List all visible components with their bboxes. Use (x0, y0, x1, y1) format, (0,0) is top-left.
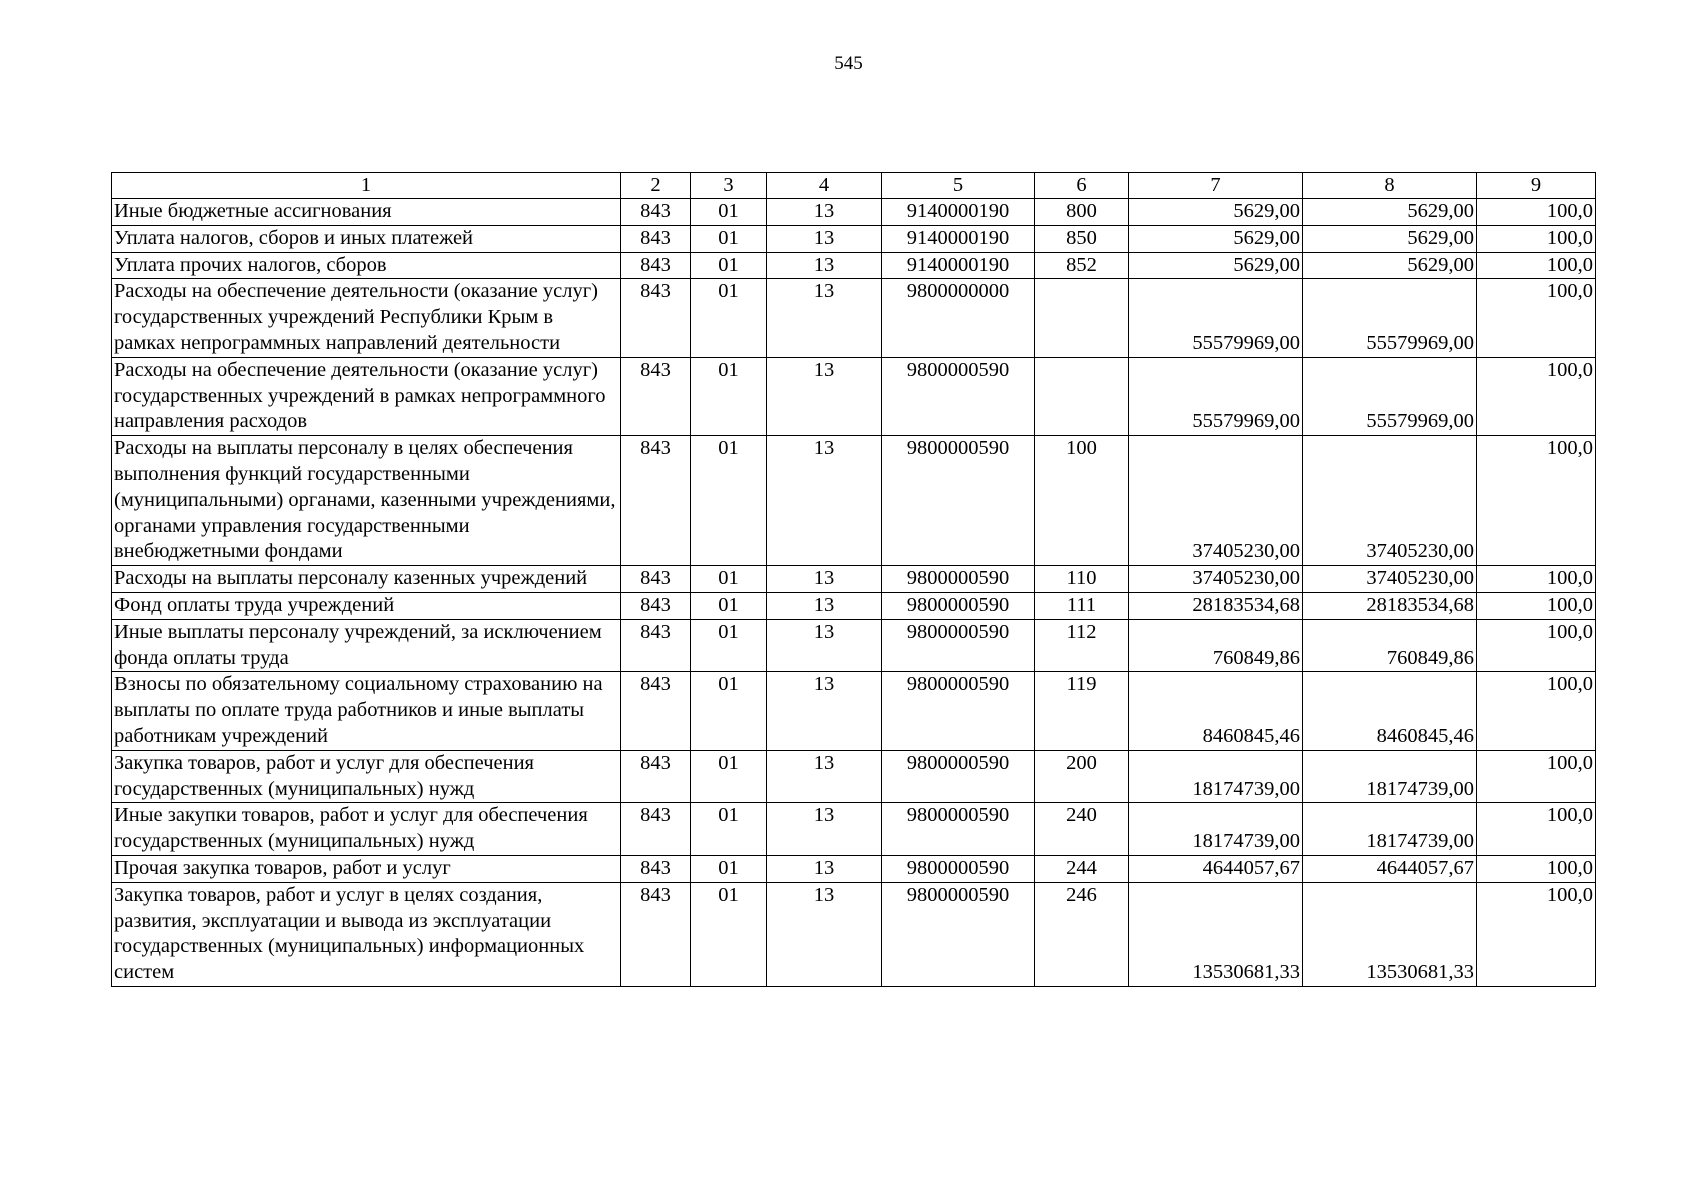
cell-col5: 9800000590 (882, 566, 1035, 593)
cell-col8: 5629,00 (1303, 225, 1477, 252)
budget-table (111, 172, 1596, 987)
cell-col7: 28183534,68 (1129, 592, 1303, 619)
cell-col7: 18174739,00 (1129, 750, 1303, 803)
cell-col9: 100,0 (1477, 436, 1596, 566)
table-row (112, 566, 1596, 593)
header-row (112, 173, 1596, 199)
cell-col8: 37405230,00 (1303, 566, 1477, 593)
page-number: 545 (834, 53, 863, 74)
cell-col4: 13 (767, 882, 882, 986)
cell-col2: 843 (621, 855, 691, 882)
cell-col9: 100,0 (1477, 279, 1596, 357)
cell-col8: 5629,00 (1303, 199, 1477, 226)
cell-col2: 843 (621, 279, 691, 357)
row-description: Фонд оплаты труда учреждений (112, 592, 621, 619)
cell-col5: 9140000190 (882, 252, 1035, 279)
cell-col7: 55579969,00 (1129, 279, 1303, 357)
cell-col4: 13 (767, 803, 882, 856)
cell-col9: 100,0 (1477, 855, 1596, 882)
cell-col9: 100,0 (1477, 672, 1596, 750)
cell-col7: 55579969,00 (1129, 357, 1303, 435)
cell-col7: 13530681,33 (1129, 882, 1303, 986)
cell-col8: 55579969,00 (1303, 279, 1477, 357)
cell-col8: 18174739,00 (1303, 750, 1477, 803)
cell-col5: 9800000000 (882, 279, 1035, 357)
row-description: Расходы на выплаты персоналу в целях обеспечения выполнения функций государственными (муниципальными) органами, казенными учреждениями, органами управления государственными внебюджетными фондами (112, 436, 621, 566)
row-description: Уплата налогов, сборов и иных платежей (112, 225, 621, 252)
table-row (112, 592, 1596, 619)
cell-col3: 01 (691, 882, 767, 986)
row-description: Прочая закупка товаров, работ и услуг (112, 855, 621, 882)
cell-col7: 18174739,00 (1129, 803, 1303, 856)
row-description: Расходы на выплаты персоналу казенных учреждений (112, 566, 621, 593)
cell-col5: 9800000590 (882, 882, 1035, 986)
table-row (112, 357, 1596, 435)
cell-col6 (1035, 279, 1129, 357)
cell-col8: 13530681,33 (1303, 882, 1477, 986)
row-description: Иные закупки товаров, работ и услуг для обеспечения государственных (муниципальных) нужд (112, 803, 621, 856)
cell-col3: 01 (691, 357, 767, 435)
cell-col7: 760849,86 (1129, 619, 1303, 672)
header-cell-9: 9 (1477, 173, 1596, 199)
cell-col4: 13 (767, 199, 882, 226)
table-row (112, 436, 1596, 566)
cell-col6: 244 (1035, 855, 1129, 882)
cell-col5: 9800000590 (882, 436, 1035, 566)
cell-col8: 4644057,67 (1303, 855, 1477, 882)
cell-col6: 111 (1035, 592, 1129, 619)
header-cell-6: 6 (1035, 173, 1129, 199)
cell-col4: 13 (767, 357, 882, 435)
cell-col3: 01 (691, 803, 767, 856)
cell-col5: 9800000590 (882, 750, 1035, 803)
header-cell-7: 7 (1129, 173, 1303, 199)
cell-col9: 100,0 (1477, 619, 1596, 672)
cell-col7: 37405230,00 (1129, 566, 1303, 593)
cell-col8: 37405230,00 (1303, 436, 1477, 566)
cell-col3: 01 (691, 619, 767, 672)
cell-col3: 01 (691, 855, 767, 882)
table-row (112, 882, 1596, 986)
cell-col7: 5629,00 (1129, 225, 1303, 252)
cell-col8: 18174739,00 (1303, 803, 1477, 856)
cell-col9: 100,0 (1477, 357, 1596, 435)
cell-col6: 240 (1035, 803, 1129, 856)
row-description: Закупка товаров, работ и услуг в целях создания, развития, эксплуатации и вывода из эксплуатации государственных (муниципальных) информационных систем (112, 882, 621, 986)
cell-col6: 119 (1035, 672, 1129, 750)
cell-col3: 01 (691, 592, 767, 619)
cell-col3: 01 (691, 252, 767, 279)
cell-col7: 8460845,46 (1129, 672, 1303, 750)
cell-col4: 13 (767, 592, 882, 619)
cell-col9: 100,0 (1477, 750, 1596, 803)
cell-col2: 843 (621, 672, 691, 750)
cell-col4: 13 (767, 855, 882, 882)
cell-col6: 200 (1035, 750, 1129, 803)
header-cell-2: 2 (621, 173, 691, 199)
cell-col8: 55579969,00 (1303, 357, 1477, 435)
table-body (112, 199, 1596, 987)
cell-col6: 110 (1035, 566, 1129, 593)
table-row (112, 199, 1596, 226)
cell-col6: 852 (1035, 252, 1129, 279)
cell-col7: 4644057,67 (1129, 855, 1303, 882)
table-row (112, 279, 1596, 357)
cell-col2: 843 (621, 225, 691, 252)
cell-col9: 100,0 (1477, 803, 1596, 856)
cell-col3: 01 (691, 672, 767, 750)
cell-col3: 01 (691, 279, 767, 357)
cell-col2: 843 (621, 882, 691, 986)
cell-col3: 01 (691, 436, 767, 566)
cell-col5: 9800000590 (882, 619, 1035, 672)
cell-col9: 100,0 (1477, 592, 1596, 619)
header-cell-1: 1 (112, 173, 621, 199)
row-description: Расходы на обеспечение деятельности (оказание услуг) государственных учреждений Республики Крым в рамках непрограммных направлений деятельности (112, 279, 621, 357)
cell-col3: 01 (691, 566, 767, 593)
cell-col2: 843 (621, 619, 691, 672)
cell-col8: 5629,00 (1303, 252, 1477, 279)
table-row (112, 672, 1596, 750)
table-row (112, 803, 1596, 856)
cell-col3: 01 (691, 199, 767, 226)
header-cell-5: 5 (882, 173, 1035, 199)
cell-col7: 37405230,00 (1129, 436, 1303, 566)
cell-col4: 13 (767, 672, 882, 750)
cell-col9: 100,0 (1477, 225, 1596, 252)
cell-col3: 01 (691, 750, 767, 803)
cell-col4: 13 (767, 619, 882, 672)
cell-col2: 843 (621, 252, 691, 279)
cell-col2: 843 (621, 357, 691, 435)
cell-col5: 9140000190 (882, 199, 1035, 226)
cell-col6 (1035, 357, 1129, 435)
row-description: Расходы на обеспечение деятельности (оказание услуг) государственных учреждений в рамках непрограммного направления расходов (112, 357, 621, 435)
cell-col3: 01 (691, 225, 767, 252)
cell-col7: 5629,00 (1129, 199, 1303, 226)
cell-col8: 8460845,46 (1303, 672, 1477, 750)
cell-col5: 9800000590 (882, 855, 1035, 882)
cell-col4: 13 (767, 750, 882, 803)
cell-col9: 100,0 (1477, 199, 1596, 226)
cell-col4: 13 (767, 279, 882, 357)
cell-col6: 850 (1035, 225, 1129, 252)
header-cell-4: 4 (767, 173, 882, 199)
header-cell-3: 3 (691, 173, 767, 199)
table-row (112, 855, 1596, 882)
cell-col9: 100,0 (1477, 252, 1596, 279)
cell-col5: 9800000590 (882, 357, 1035, 435)
cell-col2: 843 (621, 592, 691, 619)
row-description: Взносы по обязательному социальному страхованию на выплаты по оплате труда работников и иные выплаты работникам учреждений (112, 672, 621, 750)
row-description: Уплата прочих налогов, сборов (112, 252, 621, 279)
row-description: Иные бюджетные ассигнования (112, 199, 621, 226)
cell-col8: 28183534,68 (1303, 592, 1477, 619)
table-row (112, 225, 1596, 252)
cell-col2: 843 (621, 750, 691, 803)
cell-col4: 13 (767, 566, 882, 593)
row-description: Иные выплаты персоналу учреждений, за исключением фонда оплаты труда (112, 619, 621, 672)
cell-col9: 100,0 (1477, 882, 1596, 986)
row-description: Закупка товаров, работ и услуг для обеспечения государственных (муниципальных) нужд (112, 750, 621, 803)
cell-col5: 9800000590 (882, 672, 1035, 750)
cell-col9: 100,0 (1477, 566, 1596, 593)
cell-col7: 5629,00 (1129, 252, 1303, 279)
cell-col8: 760849,86 (1303, 619, 1477, 672)
cell-col6: 100 (1035, 436, 1129, 566)
cell-col2: 843 (621, 199, 691, 226)
cell-col5: 9800000590 (882, 803, 1035, 856)
table-row (112, 252, 1596, 279)
cell-col2: 843 (621, 436, 691, 566)
cell-col2: 843 (621, 566, 691, 593)
cell-col5: 9140000190 (882, 225, 1035, 252)
cell-col4: 13 (767, 252, 882, 279)
cell-col6: 246 (1035, 882, 1129, 986)
cell-col4: 13 (767, 225, 882, 252)
table-row (112, 619, 1596, 672)
cell-col6: 800 (1035, 199, 1129, 226)
cell-col5: 9800000590 (882, 592, 1035, 619)
cell-col4: 13 (767, 436, 882, 566)
table-row (112, 750, 1596, 803)
header-cell-8: 8 (1303, 173, 1477, 199)
cell-col6: 112 (1035, 619, 1129, 672)
cell-col2: 843 (621, 803, 691, 856)
